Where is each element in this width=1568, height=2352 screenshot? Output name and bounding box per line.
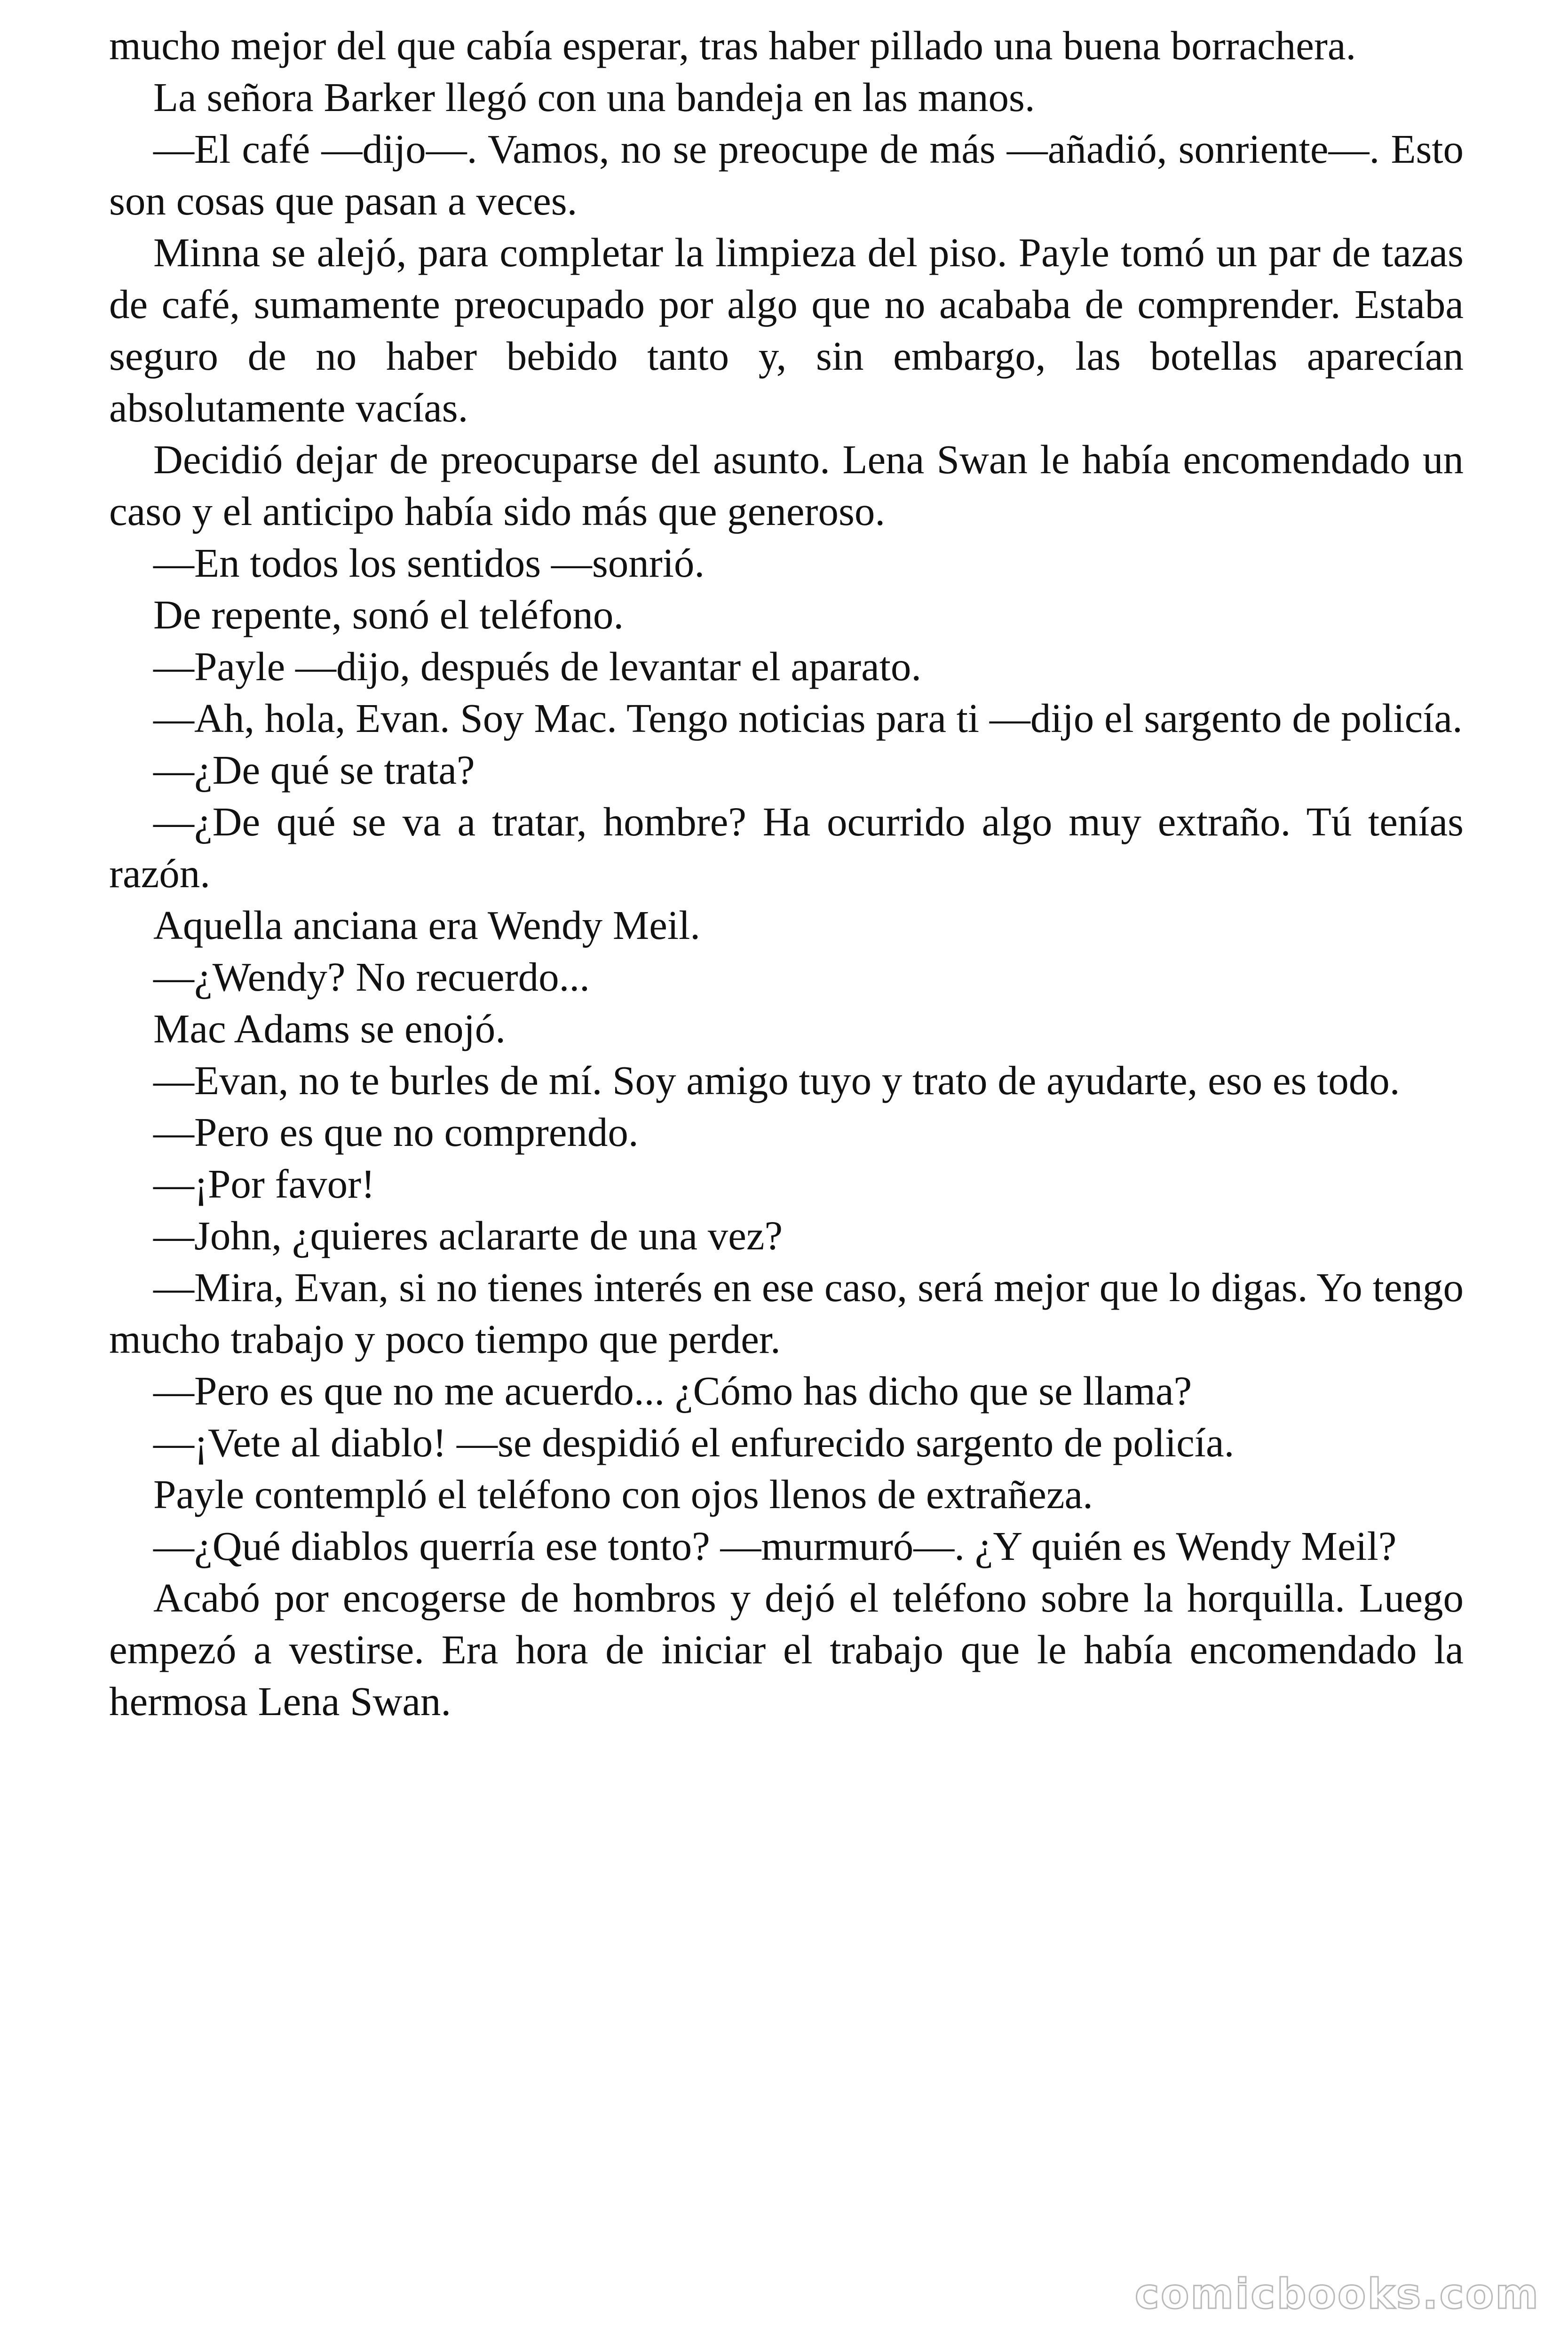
paragraph: Minna se alejó, para completar la limpieza del piso. Payle tomó un par de tazas de café, sumamente preocupado por algo que no acababa de comprender. Estaba seguro de no haber bebido tanto y, sin embargo, las botellas aparecían absolutamente vacías. (109, 230, 1464, 430)
paragraph: La señora Barker llegó con una bandeja en las manos. (153, 74, 1035, 120)
paragraph: mucho mejor del que cabía esperar, tras haber pillado una buena borrachera. (109, 23, 1356, 68)
paragraph: Decidió dejar de preocuparse del asunto. Lena Swan le había encomendado un caso y el anticipo había sido más que generoso. (109, 437, 1464, 534)
paragraph: —¿De qué se trata? (153, 747, 475, 793)
paragraph: De repente, sonó el teléfono. (153, 592, 624, 637)
paragraph: —Payle —dijo, después de levantar el aparato. (153, 644, 922, 689)
paragraph: —¿Qué diablos querría ese tonto? —murmuró—. ¿Y quién es Wendy Meil? (153, 1523, 1397, 1569)
paragraph: —¡Por favor! (153, 1161, 375, 1207)
paragraph: —En todos los sentidos —sonrió. (153, 540, 705, 586)
paragraph: —El café —dijo—. Vamos, no se preocupe de más —añadió, sonriente—. Esto son cosas que pasan a veces. (109, 126, 1464, 223)
paragraph: Payle contempló el teléfono con ojos llenos de extrañeza. (153, 1471, 1093, 1517)
paragraph: —John, ¿quieres aclararte de una vez? (153, 1213, 783, 1258)
paragraph: Acabó por encogerse de hombros y dejó el teléfono sobre la horquilla. Luego empezó a vestirse. Era hora de iniciar el trabajo que le había encomendado la hermosa Lena Swan. (109, 1575, 1464, 1724)
paragraph: —Evan, no te burles de mí. Soy amigo tuyo y trato de ayudarte, eso es todo. (153, 1057, 1400, 1103)
paragraph: —Pero es que no me acuerdo... ¿Cómo has dicho que se llama? (153, 1368, 1192, 1414)
paragraph: —Ah, hola, Evan. Soy Mac. Tengo noticias para ti —dijo el sargento de policía. (153, 695, 1463, 741)
paragraph: —Pero es que no comprendo. (153, 1109, 639, 1155)
watermark-logo: comicbooks.com (1134, 2270, 1540, 2318)
paragraph: —¿De qué se va a tratar, hombre? Ha ocurrido algo muy extraño. Tú tenías razón. (109, 799, 1464, 896)
paragraph: Mac Adams se enojó. (153, 1006, 506, 1051)
paragraph: Aquella anciana era Wendy Meil. (153, 902, 700, 948)
book-page (109, 20, 1464, 1727)
paragraph: —¡Vete al diablo! —se despidió el enfurecido sargento de policía. (153, 1420, 1235, 1465)
paragraph: —¿Wendy? No recuerdo... (153, 954, 590, 1000)
paragraph: —Mira, Evan, si no tienes interés en ese caso, será mejor que lo digas. Yo tengo mucho trabajo y poco tiempo que perder. (109, 1264, 1464, 1362)
